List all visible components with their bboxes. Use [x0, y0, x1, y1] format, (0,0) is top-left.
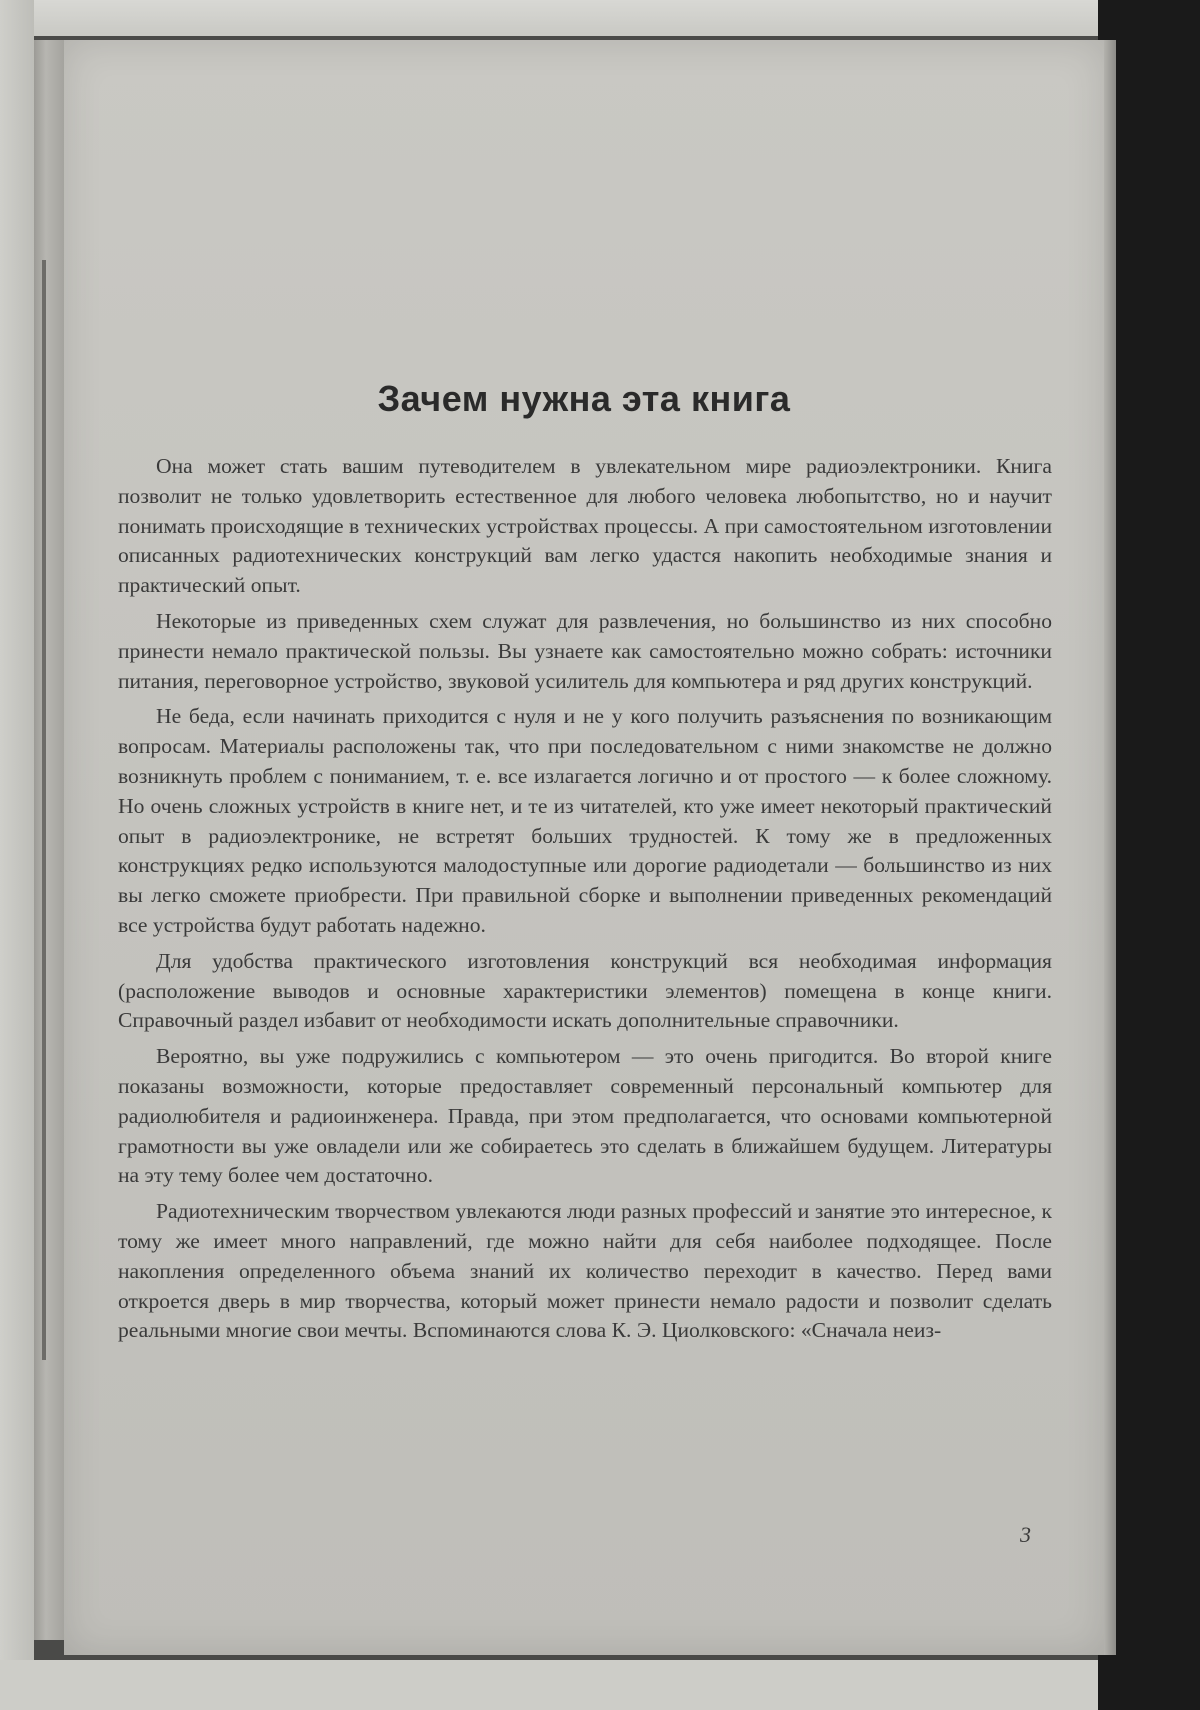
- page-title: Зачем нужна эта книга: [377, 378, 791, 419]
- book-page-right-edge: [1104, 40, 1116, 1655]
- body-text: [118, 452, 1052, 1352]
- photo-background-left: [0, 0, 34, 1710]
- paragraph: Она может стать вашим путеводителем в увлекательном мире радиоэлектроники. Книга позволит не только удовлетворить естественное для любого человека любопытство, но и научит понимать происходящие в технических устройствах процессы. А при самостоятельном изготовлении описанных радиотехнических конструкций вам легко удастся накопить необходимые знания и практический опыт.: [118, 454, 1052, 598]
- paragraph: Вероятно, вы уже подружились с компьютером — это очень пригодится. Во второй книге показаны возможности, которые предоставляет современный персональный компьютер для радиолюбителя и радиоинженера. Правда, при этом предполагается, что основами компьютерной грамотности вы уже овладели или же собираетесь это сделать в ближайшем будущем. Литературы на эту тему более чем достаточно.: [118, 1044, 1052, 1188]
- paragraph: Для удобства практического изготовления конструкций вся необходимая информация (расположение выводов и основные характеристики элементов) помещена в конце книги. Справочный раздел избавит от необходимости искать дополнительные справочники.: [118, 948, 1052, 1033]
- paragraph: Не беда, если начинать приходится с нуля и не у кого получить разъяснения по возникающим вопросам. Материалы расположены так, что при последовательном с ними знакомстве не должно возникнуть проблем с пониманием, т. е. все излагается логично и от простого — к более сложному. Но очень сложных устройств в книге нет, и те из читателей, кто уже имеет некоторый практический опыт в радиоэлектронике, не встретят больших трудностей. К тому же в предложенных конструкциях редко используются малодоступные или дорогие радиодетали — большинство из них вы легко сможете приобрести. При правильной сборке и выполнении приведенных рекомендаций все устройства будут работать надежно.: [118, 704, 1052, 937]
- book-spine-shadow: [42, 260, 46, 1360]
- paragraph: Некоторые из приведенных схем служат для развлечения, но большинство из них способно принести немало практической пользы. Вы узнаете как самостоятельно можно собрать: источники питания, переговорное устройство, звуковой усилитель для компьютера и ряд других конструкций.: [118, 608, 1052, 693]
- photo-background-top: [0, 0, 1200, 36]
- paragraph: Радиотехническим творчеством увлекаются люди разных профессий и занятие это интересное, к тому же имеет много направлений, где можно найти для себя наиболее подходящее. После накопления определенного объема знаний их количество переходит в качество. Перед вами откроется дверь в мир творчества, который может принести немало радости и позволит сделать реальными многие свои мечты. Вспоминаются слова К. Э. Циолковского: «Сначала неиз-: [118, 1199, 1052, 1343]
- book-page-stack-edge: [34, 40, 64, 1640]
- photo-background-bottom: [0, 1660, 1200, 1710]
- page-number: 3: [1020, 1522, 1031, 1547]
